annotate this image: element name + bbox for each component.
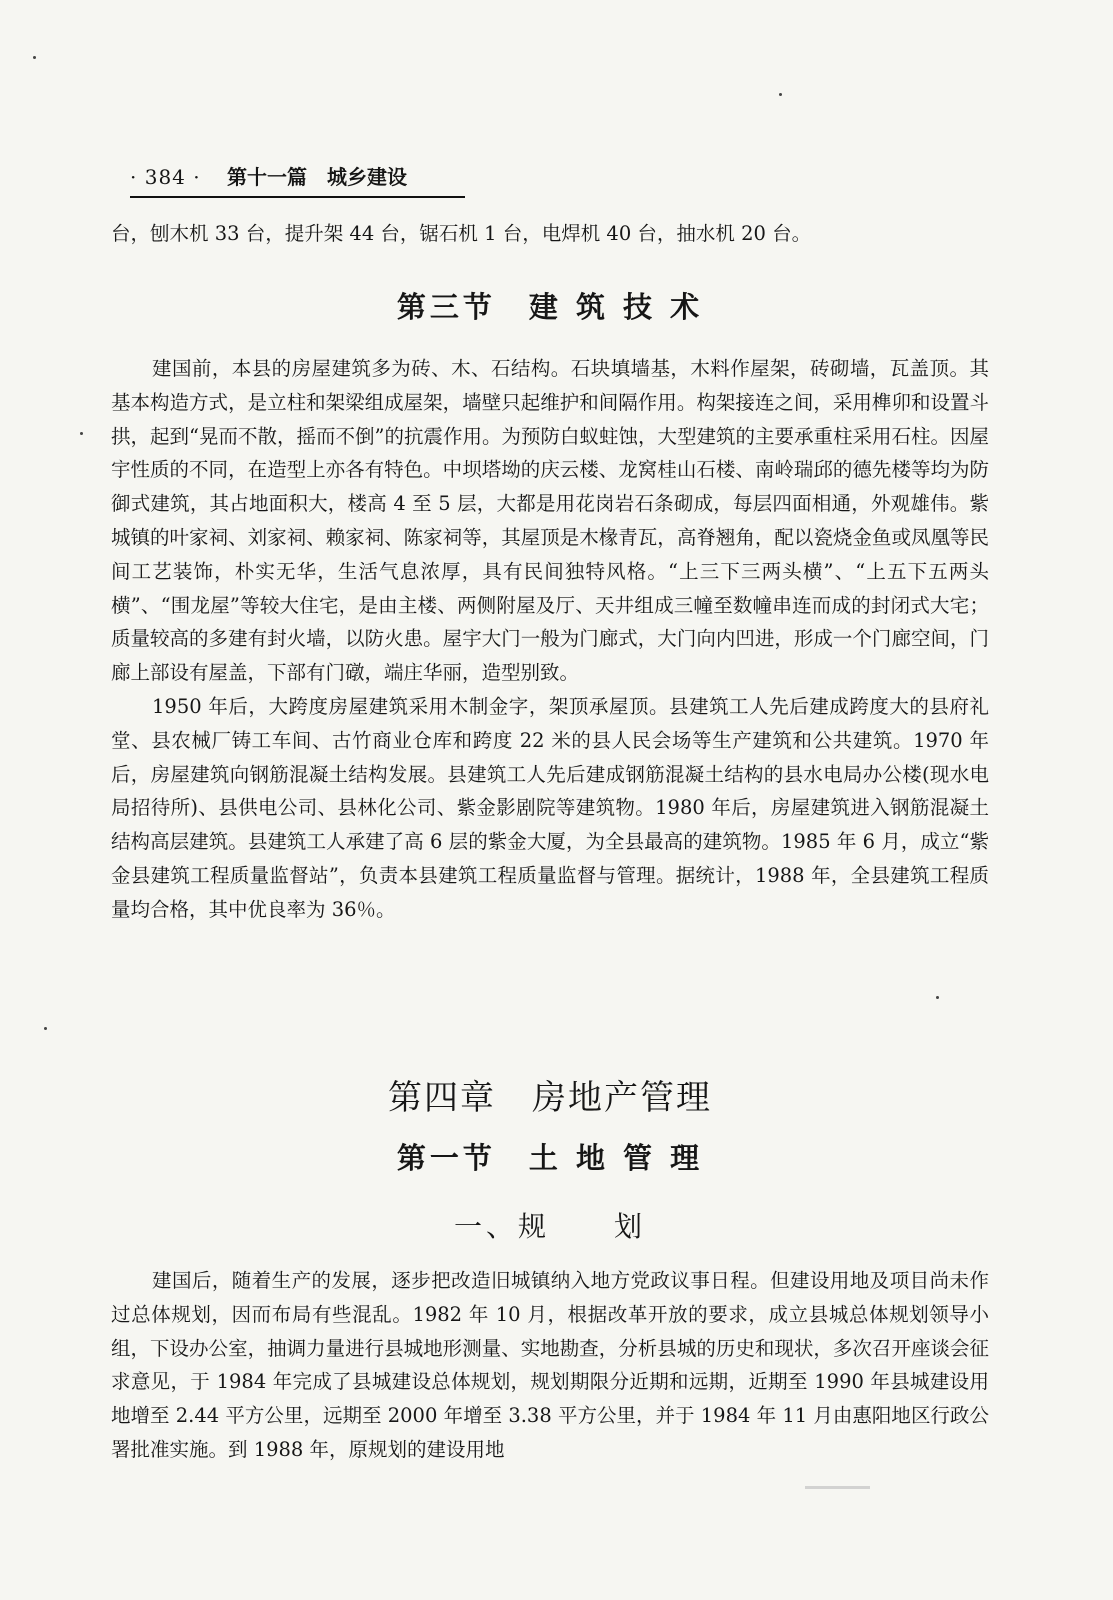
chapter-heading-real-estate: 第四章 房地产管理 — [388, 1078, 712, 1118]
scan-speck — [80, 432, 83, 435]
scan-speck — [936, 996, 939, 999]
paragraph: 1950 年后，大跨度房屋建筑采用木制金字，架顶承屋顶。县建筑工人先后建成跨度大的县府礼堂、县农械厂铸工车间、古竹商业仓库和跨度 22 米的县人民会场等生产建筑和公共建筑。1970 年后，房屋建筑向钢筋混凝土结构发展。县建筑工人先后建成钢筋混凝土结构的县水电局办公楼(现水电局招待所)、县供电公司、县林化公司、紫金影剧院等建筑物。1980 年后，房屋建筑进入钢筋混凝土结构高层建筑。县建筑工人承建了高 6 层的紫金大厦，为全县最高的建筑物。1985 年 6 月，成立“紫金县建筑工程质量监督站”，负责本县建筑工程质量监督与管理。据统计，1988 年，全县建筑工程质量均合格，其中优良率为 36％。 — [111, 694, 989, 921]
running-header — [130, 162, 465, 198]
subsection-heading-planning: 一、规 划 — [453, 1210, 646, 1243]
section-heading-construction-technology: 第三节 建 筑 技 术 — [396, 290, 704, 324]
scan-smudge — [805, 1486, 870, 1489]
section-heading-land-management: 第一节 土 地 管 理 — [396, 1141, 704, 1175]
part-title: 第十一篇 城乡建设 — [226, 165, 407, 189]
carryover-line: 台，刨木机 33 台，提升架 44 台，锯石机 1 台，电焊机 40 台，抽水机 20 台。 — [111, 222, 812, 245]
scan-speck — [33, 56, 36, 59]
scan-speck — [44, 1027, 47, 1030]
carryover-text — [111, 217, 989, 251]
section3-body — [111, 352, 989, 927]
scan-speck — [779, 93, 782, 96]
planning-body — [111, 1264, 989, 1467]
paragraph: 建国前，本县的房屋建筑多为砖、木、石结构。石块填墙基，木料作屋架，砖砌墙，瓦盖顶。其基本构造方式，是立柱和架梁组成屋架，墙壁只起维护和间隔作用。构架接连之间，采用榫卯和设置斗拱，起到“晃而不散，摇而不倒”的抗震作用。为预防白蚁蛀蚀，大型建筑的主要承重柱采用石柱。因屋宇性质的不同，在造型上亦各有特色。中坝塔坳的庆云楼、龙窝桂山石楼、南岭瑞邱的德先楼等均为防御式建筑，其占地面积大，楼高 4 至 5 层，大都是用花岗岩石条砌成，每层四面相通，外观雄伟。紫城镇的叶家祠、刘家祠、赖家祠、陈家祠等，其屋顶是木椽青瓦，高脊翘角，配以瓷烧金鱼或凤凰等民间工艺装饰，朴实无华，生活气息浓厚，具有民间独特风格。“上三下三两头横”、“上五下五两头横”、“围龙屋”等较大住宅，是由主楼、两侧附屋及厅、天井组成三幢至数幢串连而成的封闭式大宅；质量较高的多建有封火墙，以防火患。屋宇大门一般为门廊式，大门向内凹进，形成一个门廊空间，门廊上部设有屋盖，下部有门礅，端庄华丽，造型别致。 — [111, 357, 989, 685]
paragraph: 建国后，随着生产的发展，逐步把改造旧城镇纳入地方党政议事日程。但建设用地及项目尚未作过总体规划，因而布局有些混乱。1982 年 10 月，根据改革开放的要求，成立县城总体规划领导小组，下设办公室，抽调力量进行县城地形测量、实地勘查，分析县城的历史和现状，多次召开座谈会征求意见，于 1984 年完成了县城建设总体规划，规划期限分近期和远期，近期至 1990 年县城建设用地增至 2.44 平方公里，远期至 2000 年增至 3.38 平方公里，并于 1984 年 11 月由惠阳地区行政公署批准实施。到 1988 年，原规划的建设用地 — [111, 1269, 989, 1461]
page-number: · 384 · — [130, 165, 201, 189]
